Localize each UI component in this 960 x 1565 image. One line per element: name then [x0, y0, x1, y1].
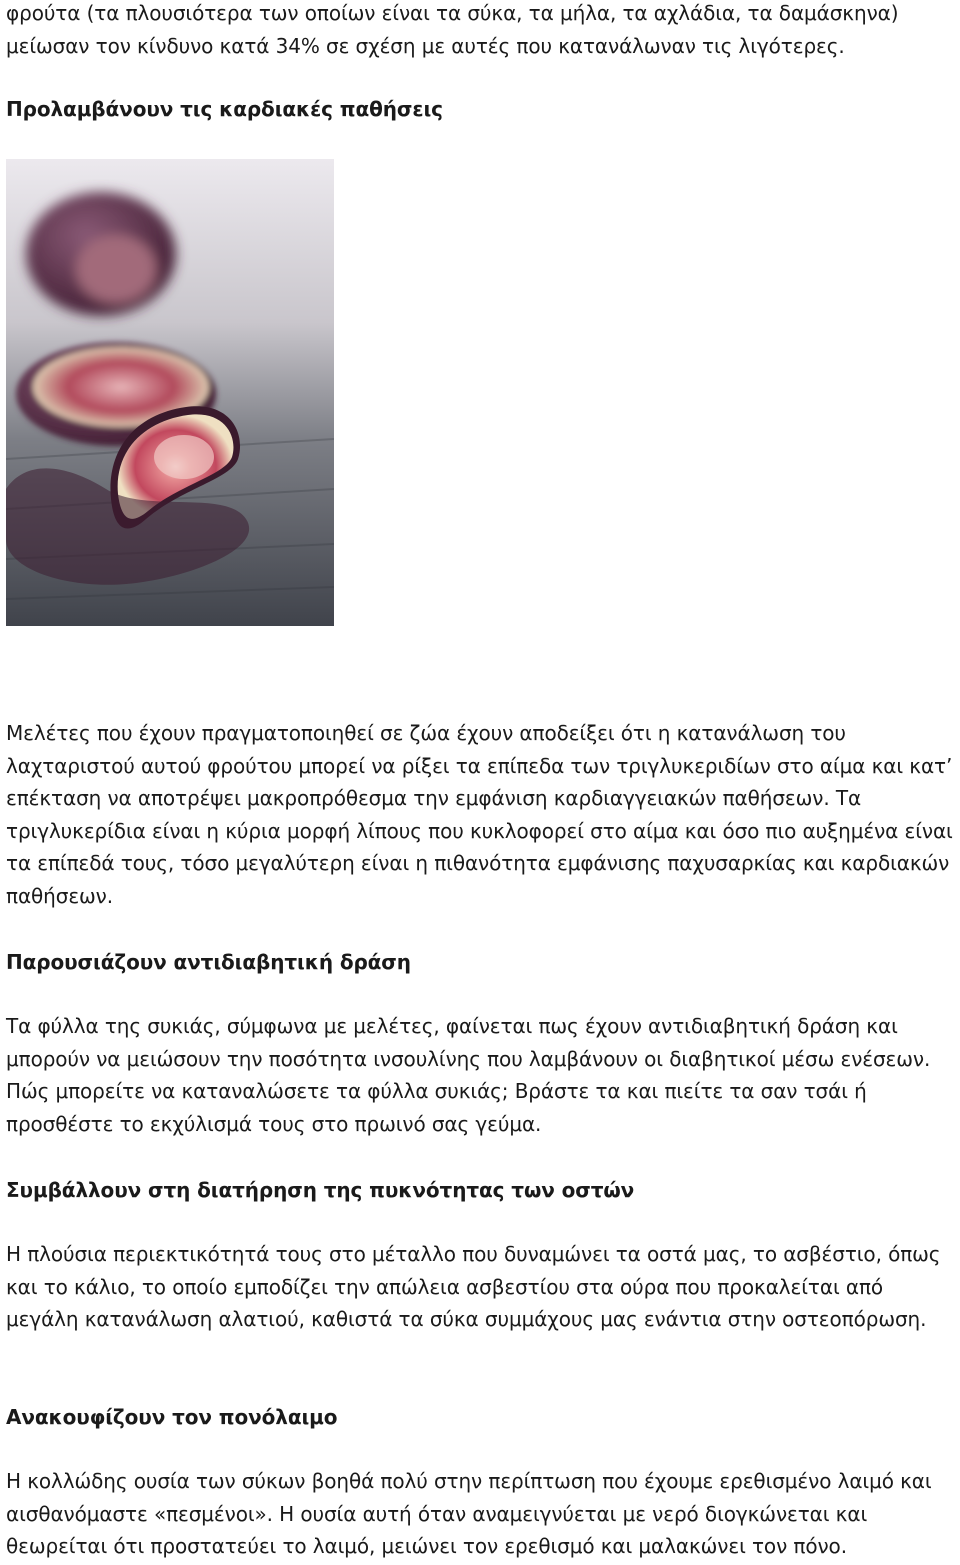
figs-photo — [6, 159, 334, 626]
heading-bone-density: Συμβάλλουν στη διατήρηση της πυκνότητας των οστών — [6, 1178, 635, 1202]
heading-sore-throat: Ανακουφίζουν τον πονόλαιμο — [6, 1405, 338, 1429]
paragraph-heart-disease: Μελέτες που έχουν πραγματοποιηθεί σε ζώα έχουν αποδείξει ότι η κατανάλωση του λαχταριστού αυτού φρούτου μπορεί να ρίξει τα επίπεδα των τριγλυκεριδίων στο αίμα και κατ’ επέκταση να αποτρέψει μακροπρόθεσμα την εμφάνιση καρδιαγγειακών παθήσεων. Τα τριγλυκερίδια είναι η κύρια μορφή λίπους που κυκλοφορεί στο αίμα και όσο πιο αυξημένα είναι τα επίπεδά τους, τόσο μεγαλύτερη είναι η πιθανότητα εμφάνισης παχυσαρκίας και καρδιακών παθήσεων. — [6, 721, 953, 908]
heading-antidiabetic: Παρουσιάζουν αντιδιαβητική δράση — [6, 950, 411, 974]
paragraph-sore-throat: Η κολλώδης ουσία των σύκων βοηθά πολύ στην περίπτωση που έχουμε ερεθισμένο λαιμό και αισθανόμαστε «πεσμένοι». Η ουσία αυτή όταν αναμειγνύεται με νερό διογκώνεται και θεωρείται ότι προστατεύει το λαιμό, μειώνει τον ερεθισμό και μαλακώνει τον πόνο. — [6, 1469, 932, 1558]
intro-paragraph: φρούτα (τα πλουσιότερα των οποίων είναι τα σύκα, τα μήλα, τα αχλάδια, τα δαμάσκηνα) μείωσαν τον κίνδυνο κατά 34% σε σχέση με αυτές που κατανάλωναν τις λιγότερες. — [6, 1, 899, 58]
heading-heart-disease: Προλαμβάνουν τις καρδιακές παθήσεις — [6, 97, 443, 121]
paragraph-antidiabetic: Τα φύλλα της συκιάς, σύμφωνα με μελέτες, φαίνεται πως έχουν αντιδιαβητική δράση και μπορούν να μειώσουν την ποσότητα ινσουλίνης που λαμβάνουν οι διαβητικοί μέσω ενέσεων. Πώς μπορείτε να καταναλώσετε τα φύλλα συκιάς; Βράστε τα και πιείτε τα σαν τσάι ή προσθέστε το εκχύλισμά τους στο πρωινό σας γεύμα. — [6, 1014, 931, 1136]
paragraph-bone-density: Η πλούσια περιεκτικότητά τους στο μέταλλο που δυναμώνει τα οστά μας, το ασβέστιο, όπως και το κάλιο, το οποίο εμποδίζει την απώλεια ασβεστίου στα ούρα που προκαλείται από μεγάλη κατανάλωση αλατιού, καθιστά τα σύκα συμμάχους μας ενάντια στην οστεοπόρωση. — [6, 1242, 941, 1331]
